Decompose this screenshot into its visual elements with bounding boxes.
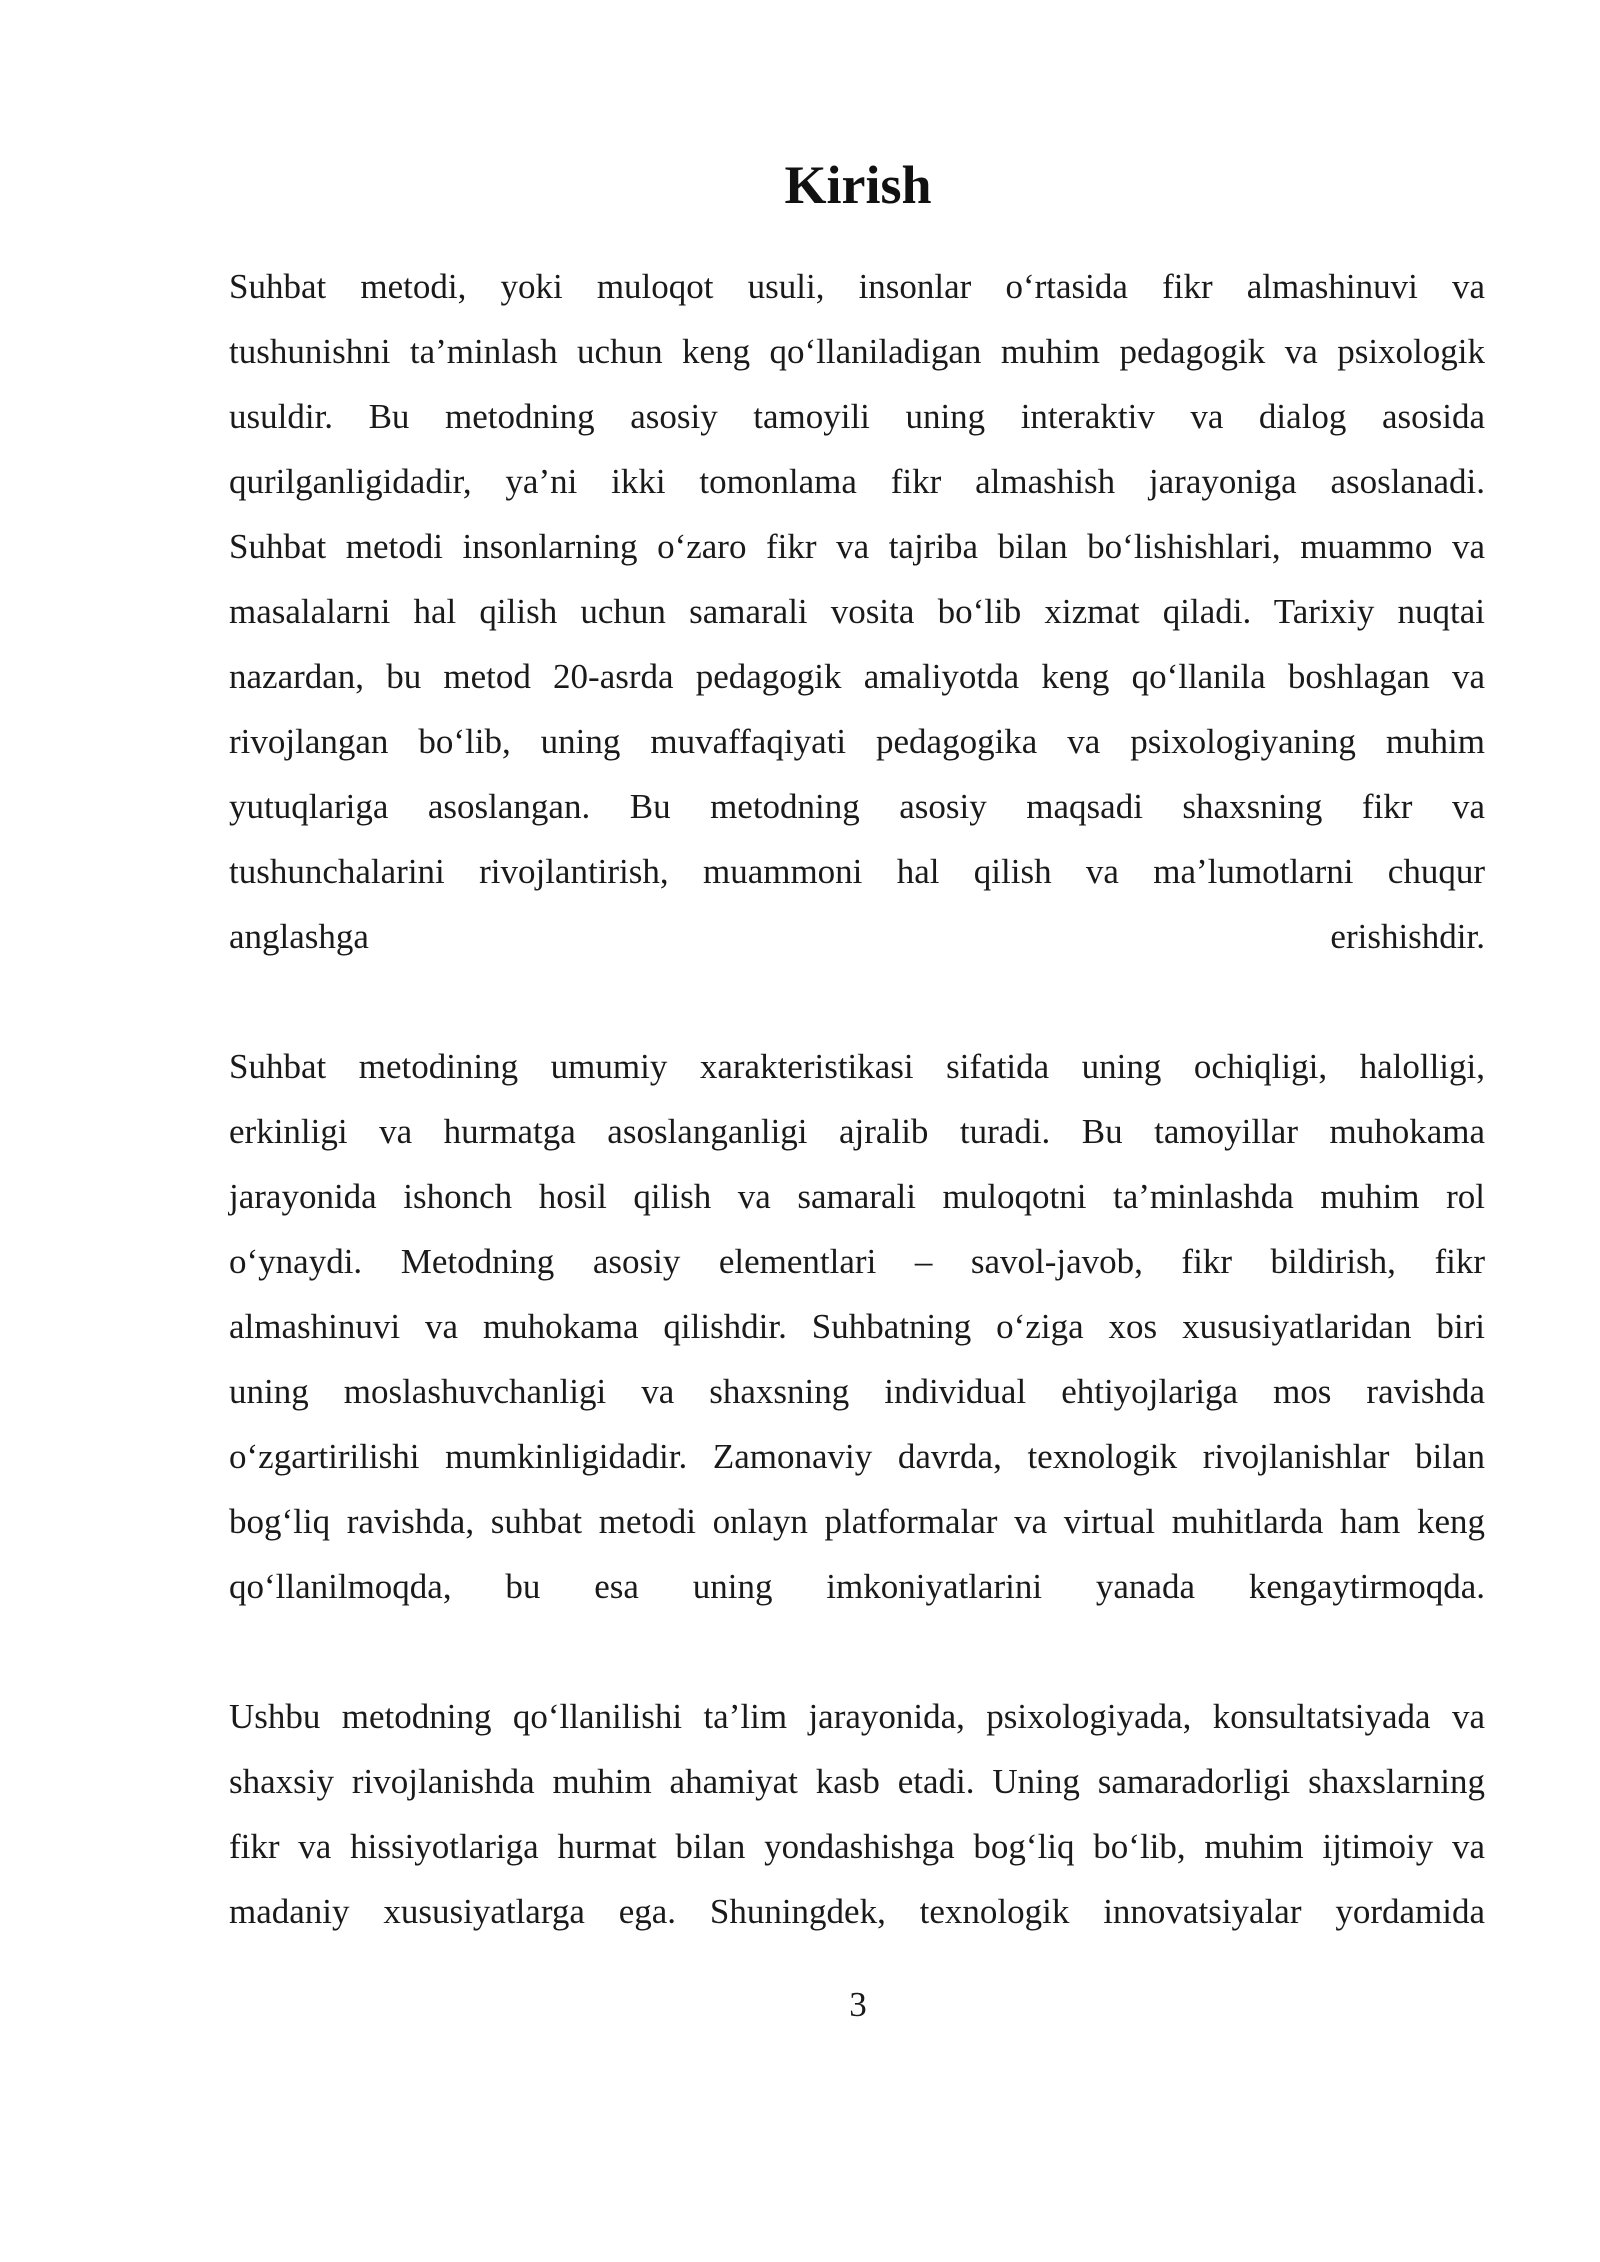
text-line: Suhbat metodi, yoki muloqot usuli, insonlar o‘rtasida fikr almashinuvi va [229,267,1485,306]
text-line: Ushbu metodning qo‘llanilishi ta’lim jarayonida, psixologiyada, konsultatsiyada va [229,1697,1485,1736]
text-line: Suhbat metodining umumiy xarakteristikasi sifatida uning ochiqligi, halolligi, [229,1047,1485,1086]
text-line: o‘zgartirilishi mumkinligidadir. Zamonaviy davrda, texnologik rivojlanishlar bilan [229,1437,1485,1476]
text-line: Suhbat metodi insonlarning o‘zaro fikr va tajriba bilan bo‘lishishlari, muammo va [229,527,1485,566]
text-line: anglashga erishishdir. [229,917,1485,956]
text-line: bog‘liq ravishda, suhbat metodi onlayn platformalar va virtual muhitlarda ham keng [229,1502,1485,1541]
paragraph-1 [229,254,1485,969]
text-line: tushunishni ta’minlash uchun keng qo‘llaniladigan muhim pedagogik va psixologik [229,332,1485,371]
text-line: almashinuvi va muhokama qilishdir. Suhbatning o‘ziga xos xususiyatlaridan biri [229,1307,1485,1346]
text-line: uning moslashuvchanligi va shaxsning individual ehtiyojlariga mos ravishda [229,1372,1485,1411]
text-line: qo‘llanilmoqda, bu esa uning imkoniyatlarini yanada kengaytirmoqda. [229,1567,1485,1606]
page-number: 3 [849,1985,867,2024]
text-line: tushunchalarini rivojlantirish, muammoni hal qilish va ma’lumotlarni chuqur [229,852,1485,891]
text-line: rivojlangan bo‘lib, uning muvaffaqiyati pedagogika va psixologiyaning muhim [229,722,1485,761]
paragraph-2 [229,1034,1485,1619]
body-text [229,254,1485,2009]
text-line: erkinligi va hurmatga asoslanganligi ajralib turadi. Bu tamoyillar muhokama [229,1112,1485,1151]
page-title: Kirish [784,155,932,215]
text-line: nazardan, bu metod 20-asrda pedagogik amaliyotda keng qo‘llanila boshlagan va [229,657,1485,696]
text-line: qurilganligidadir, ya’ni ikki tomonlama fikr almashish jarayoniga asoslanadi. [229,462,1485,501]
text-line: fikr va hissiyotlariga hurmat bilan yondashishga bog‘liq bo‘lib, muhim ijtimoiy va [229,1827,1485,1866]
text-line: masalalarni hal qilish uchun samarali vosita bo‘lib xizmat qiladi. Tarixiy nuqtai [229,592,1485,631]
text-line: madaniy xususiyatlarga ega. Shuningdek, texnologik innovatsiyalar yordamida [229,1892,1485,1931]
text-line: yutuqlariga asoslangan. Bu metodning asosiy maqsadi shaxsning fikr va [229,787,1485,826]
text-line: o‘ynaydi. Metodning asosiy elementlari – savol-javob, fikr bildirish, fikr [229,1242,1485,1281]
paragraph-3 [229,1684,1485,1944]
text-line: usuldir. Bu metodning asosiy tamoyili uning interaktiv va dialog asosida [229,397,1485,436]
text-line: jarayonida ishonch hosil qilish va samarali muloqotni ta’minlashda muhim rol [229,1177,1485,1216]
text-line: shaxsiy rivojlanishda muhim ahamiyat kasb etadi. Uning samaradorligi shaxslarning [229,1762,1485,1801]
